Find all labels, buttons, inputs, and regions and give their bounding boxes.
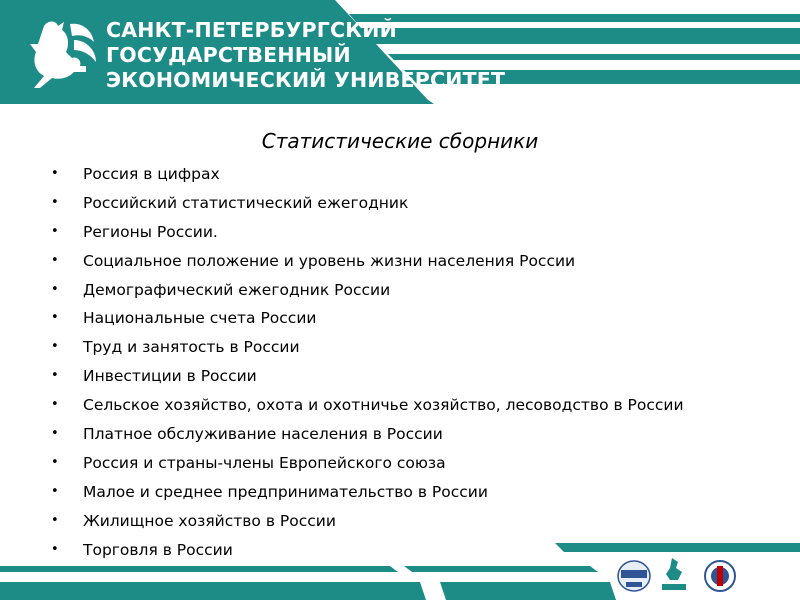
list-item-text: Малое и среднее предпринимательство в России (83, 482, 488, 501)
university-name-line-2: ГОСУДАРСТВЕННЫЙ (106, 43, 351, 67)
list-item-text: Жилищное хозяйство в России (83, 511, 336, 530)
bullet-icon: • (51, 512, 59, 528)
list-item-text: Демографический ежегодник России (83, 280, 391, 299)
university-name-line-3: ЭКОНОМИЧЕСКИЙ УНИВЕРСИТЕТ (106, 68, 506, 92)
bullet-icon: • (51, 166, 59, 181)
bullet-icon: • (51, 397, 59, 413)
griffin-emblem-icon (662, 558, 686, 590)
bullet-icon: • (51, 368, 59, 384)
list-item-text: Платное обслуживание населения в России (83, 425, 443, 444)
partner-seal-icon (618, 561, 650, 591)
list-item-text: Регионы России. (83, 222, 218, 241)
bullet-icon: • (51, 483, 59, 499)
partner-logos (612, 552, 752, 596)
bullet-icon: • (51, 223, 59, 239)
bullet-icon: • (51, 339, 59, 355)
bullet-icon: • (51, 281, 59, 297)
list-item-text: Сельское хозяйство, охота и охотничье хозяйство, лесоводство в России (83, 396, 684, 415)
round-emblem-icon (705, 561, 735, 591)
list-item-text: Россия и страны-члены Европейского союза (83, 453, 446, 472)
bullet-icon: • (51, 426, 59, 442)
list-item-text: Российский статистический ежегодник (83, 193, 409, 212)
bullet-icon: • (51, 194, 59, 210)
list-item-text: Инвестиции в России (83, 367, 257, 386)
list-item-text: Торговля в России (83, 540, 233, 559)
list-item-text: Национальные счета России (83, 309, 317, 328)
university-name (106, 18, 505, 93)
list-item-text: Социальное положение и уровень жизни населения России (83, 251, 576, 270)
bullet-icon: • (51, 252, 59, 268)
list-item-text: Россия в цифрах (83, 165, 220, 183)
university-name-line-1: САНКТ-ПЕТЕРБУРГСКИЙ (106, 18, 397, 42)
bullet-icon: • (51, 310, 59, 326)
list-item-text: Труд и занятость в России (83, 338, 300, 357)
bullet-icon: • (51, 541, 59, 557)
slide-title: Статистические сборники (261, 129, 539, 153)
bullet-icon: • (51, 454, 59, 470)
